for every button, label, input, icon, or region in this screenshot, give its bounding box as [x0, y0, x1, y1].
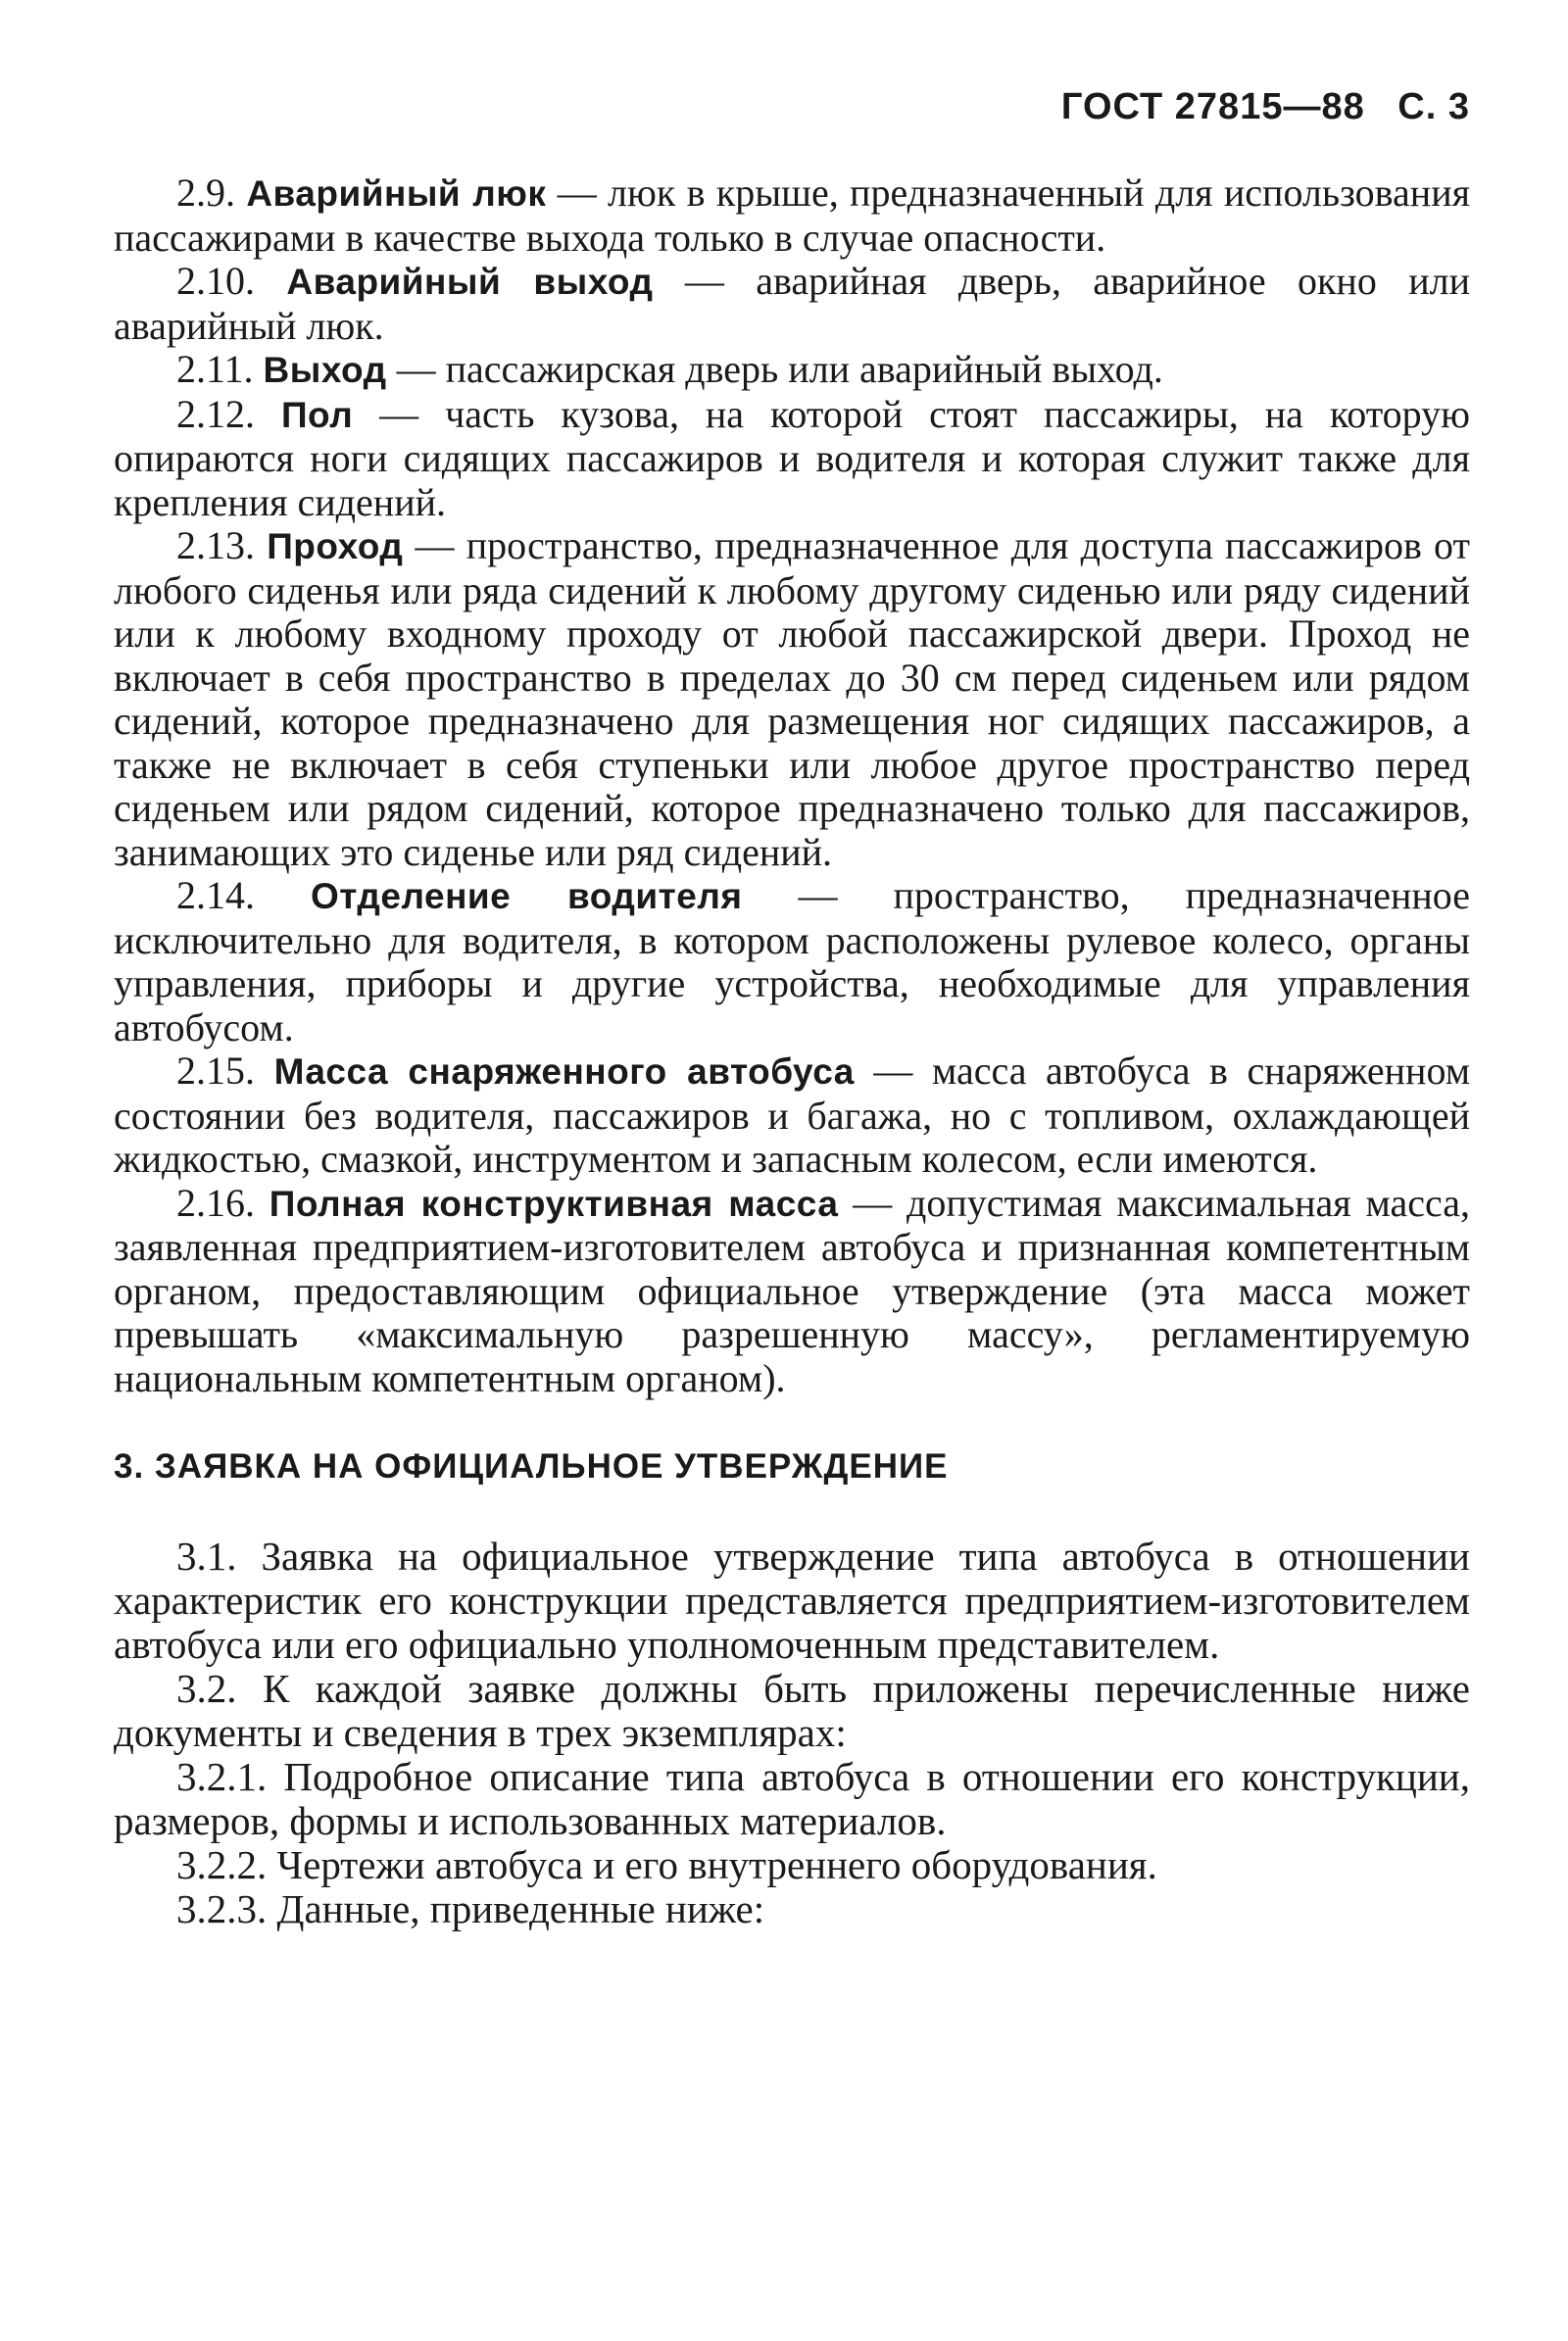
definition-text: — пространство, предназначенное исключительно для водителя, в котором расположены рулевое колесо, органы управления, приборы и другие устройства, необходимые для управления автобусом. — [114, 873, 1471, 1049]
definition-text: — пассажирская дверь или аварийный выход. — [386, 347, 1163, 391]
clause-paragraph: 3.1. Заявка на официальное утверждение типа автобуса в отношении характеристик его конструкции представляется предприятием-изготовителем автобуса или его официально уполномоченным представителем. — [114, 1533, 1470, 1667]
definition-text: — часть кузова, на которой стоят пассажиры, на которую опираются ноги сидящих пассажиров и водителя и которая служит также для крепления сидений. — [114, 391, 1470, 524]
section-heading: 3. ЗАЯВКА НА ОФИЦИАЛЬНОЕ УТВЕРЖДЕНИЕ — [114, 1447, 949, 1486]
item-number: 2.9. — [176, 171, 235, 215]
item-number: 2.11. — [176, 347, 254, 391]
definition-paragraph — [114, 1182, 1470, 1401]
term: Полная конструктивная масса — [269, 1183, 839, 1224]
term: Пол — [280, 394, 354, 435]
item-number: 2.15. — [176, 1049, 255, 1093]
definition-paragraph — [114, 874, 1470, 1049]
definition-text: — масса автобуса в снаряженном состоянии без водителя, пассажиров и багажа, но с топливом, охлаждающей жидкостью, смазкой, инструментом и запасным колесом, если имеются. — [114, 1049, 1471, 1181]
definition-paragraph — [114, 393, 1470, 525]
definition-paragraph — [114, 1049, 1470, 1182]
term: Проход — [267, 526, 404, 566]
section-3-content — [114, 1535, 1470, 1931]
item-number: 2.12. — [176, 391, 255, 436]
definition-paragraph — [114, 260, 1470, 348]
clause-paragraph: 3.2.3. Данные, приведенные ниже: — [176, 1885, 765, 1931]
definition-paragraph — [114, 171, 1470, 260]
page-number: С. 3 — [1397, 86, 1470, 127]
definition-paragraph — [114, 524, 1470, 874]
definition-text: — допустимая максимальная масса, заявленная предприятием-изготовителем автобуса и признанная компетентным органом, предоставляющим официальное утверждение (эта масса может превышать «максимальную разрешенную массу», регламентируемую национальным компетентным органом). — [114, 1180, 1471, 1400]
definition-text: — пространство, предназначенное для доступа пассажиров от любого сиденья или ряда сидений к любому другому сиденью или ряду сидений или к любому входному проходу от любой пассажирской двери. Проход не включает в себя пространство в пределах до 30 см перед сиденьем или рядом сидений, которое предназначено для размещения ног сидящих пассажиров, а также не включает в себя ступеньки или любое другое пространство перед сиденьем или рядом сидений, которое предназначено только для пассажиров, занимающих это сиденье или ряд сидений. — [114, 523, 1471, 874]
item-number: 2.16. — [176, 1180, 255, 1225]
definition-text: — люк в крыше, предназначенный для использования пассажирами в качестве выхода только в случае опасности. — [114, 171, 1471, 260]
definition-text: — аварийная дверь, аварийное окно или аварийный люк. — [114, 259, 1470, 348]
clause-paragraph: 3.2.2. Чертежи автобуса и его внутреннего оборудования. — [176, 1841, 1157, 1887]
clause-paragraph: 3.2.1. Подробное описание типа автобуса в отношении его конструкции, размеров, формы и использованных материалов. — [114, 1753, 1470, 1843]
term: Аварийный выход — [286, 262, 654, 302]
item-number: 2.14. — [176, 873, 255, 917]
term: Выход — [263, 350, 387, 390]
term: Аварийный люк — [246, 173, 547, 214]
clause-paragraph: 3.2. К каждой заявке должны быть приложены перечисленные ниже документы и сведения в трех экземплярах: — [114, 1665, 1470, 1755]
item-number: 2.13. — [176, 523, 255, 567]
item-number: 2.10. — [176, 259, 255, 303]
document-body — [114, 171, 1470, 1931]
definition-paragraph — [114, 348, 1470, 393]
term: Масса снаряженного автобуса — [273, 1051, 855, 1092]
page-header — [1061, 86, 1470, 128]
term: Отделение водителя — [311, 876, 743, 916]
standard-number: ГОСТ 27815—88 — [1060, 86, 1365, 127]
